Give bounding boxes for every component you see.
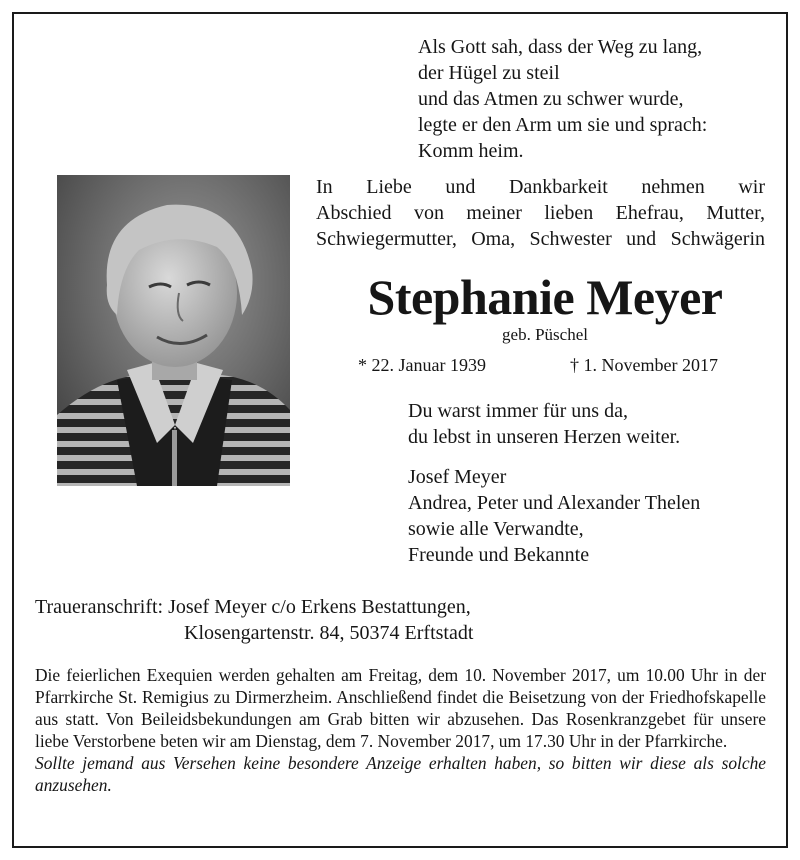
mourners-list <box>408 464 700 568</box>
intro-line: Schwiegermutter, Oma, Schwester und Schwägerin <box>316 228 765 250</box>
mourner-line: Freunde und Bekannte <box>408 544 590 566</box>
service-text: Die feierlichen Exequien werden gehalten am Freitag, dem 10. November 2017, um 10.00 Uhr in der Pfarrkirche St. Remigius zu Dirmerzheim. Anschließend findet die Beisetzung von der Friedhofskapelle aus statt. Von Beileidsbekundungen am Grab bitten wir abzusehen. Das Rosenkranzgebet für unsere liebe Verstorbene beten wir am Dienstag, dem 7. November 2017, um 17.30 Uhr in der Pfarrkirche. <box>35 665 766 751</box>
service-note: Sollte jemand aus Versehen keine besondere Anzeige erhalten haben, so bitten wir diese als solche anzusehen. <box>35 753 766 795</box>
poem-line: und das Atmen zu schwer wurde, <box>418 88 684 110</box>
poem-line: legte er den Arm um sie und sprach: <box>418 114 708 136</box>
mourning-address <box>35 594 473 646</box>
mourner-line: Josef Meyer <box>408 466 507 488</box>
poem <box>418 34 707 164</box>
birth-date: * 22. Januar 1939 <box>358 355 486 375</box>
intro-line: Abschied von meiner lieben Ehefrau, Mutter, <box>316 202 765 224</box>
mourner-line: Andrea, Peter und Alexander Thelen <box>408 492 701 514</box>
intro-text <box>316 174 765 252</box>
intro-line: In Liebe und Dankbarkeit nehmen wir <box>316 176 765 198</box>
quote <box>408 398 680 450</box>
address-line-1: Traueranschrift: Josef Meyer c/o Erkens Bestattungen, <box>35 596 471 618</box>
address-line-2: Klosengartenstr. 84, 50374 Erftstadt <box>184 622 474 644</box>
maiden-name: geb. Püschel <box>502 325 588 344</box>
poem-line: Als Gott sah, dass der Weg zu lang, <box>418 36 703 58</box>
poem-line: Komm heim. <box>418 140 524 162</box>
death-date: † 1. November 2017 <box>570 355 718 375</box>
quote-line: du lebst in unseren Herzen weiter. <box>408 426 681 448</box>
quote-line: Du warst immer für uns da, <box>408 400 628 422</box>
poem-line: der Hügel zu steil <box>418 62 560 84</box>
deceased-name: Stephanie Meyer <box>367 269 723 325</box>
portrait-photo <box>57 175 290 486</box>
portrait-illustration <box>57 175 290 486</box>
service-details <box>35 664 766 796</box>
mourner-line: sowie alle Verwandte, <box>408 518 584 540</box>
